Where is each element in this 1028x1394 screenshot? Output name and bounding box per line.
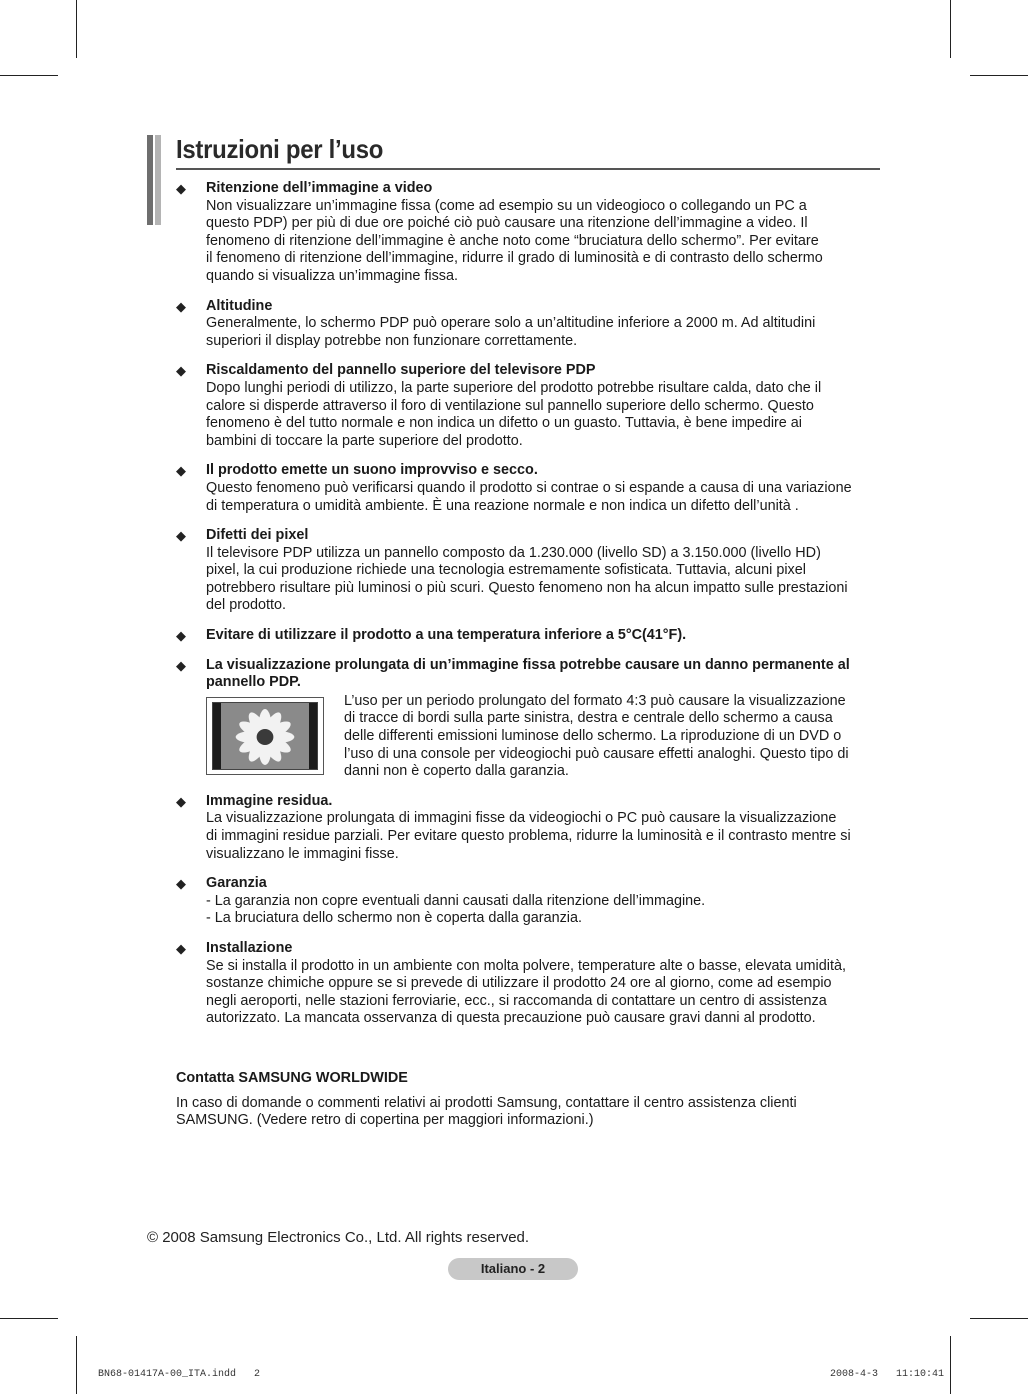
diamond-bullet-icon: ◆ (176, 628, 186, 644)
list-item (176, 527, 880, 615)
item-title: La visualizzazione prolungata di un’immagine fissa potrebbe causare un danno permanente al pannello PDP. (206, 656, 850, 691)
crop-mark (0, 1318, 58, 1319)
item-body: La visualizzazione prolungata di immagini fisse da videogiochi o PC può causare la visualizzazione di immagini residue parziali. Per evitare questo problema, ridurre la luminosità e il contrasto mentre si visualizzano le immagini fisse. (206, 810, 851, 862)
list-item (176, 462, 880, 515)
contact-section (176, 1070, 880, 1130)
item-body: - La garanzia non copre eventuali danni causati dalla ritenzione dell’immagine. - La bruciatura dello schermo non è coperta dalla garanzia. (206, 892, 706, 927)
diamond-bullet-icon: ◆ (176, 298, 186, 314)
page-number-badge: Italiano - 2 (448, 1258, 578, 1280)
crop-mark (0, 75, 58, 76)
list-item (176, 627, 880, 645)
item-body: Non visualizzare un’immagine fissa (come ad esempio su un videogioco o collegando un PC a questo PDP) per più di due ore poiché ciò può causare una ritenzione dell’immagine a video. Il fenomeno di ritenzione dell’immagine è anche noto come “bruciatura dello schermo”. Per evitare il fenomeno di ritenzione dell’immagine, ridurre il grado di luminosità e di contrasto dello schermo quando si visualizza un’immagine fissa. (206, 197, 823, 284)
title-accent-bar (155, 135, 161, 225)
item-body: Questo fenomeno può verificarsi quando il prodotto si contrae o si espande a causa di una variazione di temperatura o umidità ambiente. È una reazione normale e non indica un difetto dell’unità . (206, 479, 852, 514)
title-divider (176, 168, 880, 170)
print-file-info: BN68-01417A-00_ITA.indd 2 (98, 1369, 261, 1380)
item-body: Generalmente, lo schermo PDP può operare solo a un’altitudine inferiore a 2000 m. Ad altitudini superiori il display potrebbe non funzionare correttamente. (206, 315, 816, 349)
item-body: Il televisore PDP utilizza un pannello composto da 1.230.000 (livello SD) a 3.150.000 (livello HD) pixel, la cui produzione richiede una tecnologia estremamente sofisticata. Tuttavia, alcuni pixel potrebbero risultare più luminosi o più scuri. Questo fenomeno non ha alcun impatto sulle prestazioni del prodotto. (206, 544, 848, 614)
instructions-list (176, 180, 880, 1040)
item-title: Difetti dei pixel (206, 527, 309, 544)
list-item-warning (176, 657, 880, 781)
list-item (176, 362, 880, 450)
list-item (176, 793, 880, 863)
flower-icon (221, 703, 309, 769)
contact-body: In caso di domande o commenti relativi ai prodotti Samsung, contattare il centro assistenza clienti SAMSUNG. (Vedere retro di copertina per maggiori informazioni.) (176, 1094, 797, 1129)
tv-screen (212, 702, 318, 770)
diamond-bullet-icon: ◆ (176, 657, 186, 673)
contact-title: Contatta SAMSUNG WORLDWIDE (176, 1070, 408, 1086)
diamond-bullet-icon: ◆ (176, 181, 186, 196)
item-title: Immagine residua. (206, 792, 333, 809)
crop-mark (76, 1336, 77, 1394)
diamond-bullet-icon: ◆ (176, 940, 186, 956)
copyright-notice: © 2008 Samsung Electronics Co., Ltd. All rights reserved. (147, 1229, 530, 1246)
title-accent-bar (147, 135, 153, 225)
item-title: Altitudine (206, 297, 273, 314)
item-title: Evitare di utilizzare il prodotto a una temperatura inferiore a 5°C(41°F). (206, 627, 687, 644)
diamond-bullet-icon: ◆ (176, 363, 186, 379)
item-body: Dopo lunghi periodi di utilizzo, la parte superiore del prodotto potrebbe risultare calda, dato che il calore si disperde attraverso il foro di ventilazione sul pannello superiore dello schermo. Questo fenomeno è del tutto normale e non indica un difetto o un guasto. Tuttavia, è bene impedire ai bambini di toccare la parte superiore del prodotto. (206, 379, 822, 449)
warning-body: L’uso per un periodo prolungato del formato 4:3 può causare la visualizzazione di tracce di bordi sulla parte sinistra, destra e centrale dello schermo a causa delle differenti emissioni luminose dello schermo. La riproduzione di un DVD o l’uso di una console per videogiochi può causare effetti analoghi. Questo tipo di danni non è coperto dalla garanzia. (344, 692, 849, 780)
diamond-bullet-icon: ◆ (176, 793, 186, 809)
item-body: Se si installa il prodotto in un ambiente con molta polvere, temperature alte o basse, elevata umidità, sostanze chimiche oppure se si prevede di utilizzare il prodotto 24 ore al giorno, come ad esempio negli aeroporti, nelle stazioni ferroviarie, ecc., si raccomanda di contattare un centro di assistenza autorizzato. La mancata osservanza di questa precauzione può causare gravi danni al prodotto. (206, 957, 846, 1027)
list-item (176, 875, 880, 928)
item-title: Il prodotto emette un suono improvviso e secco. (206, 462, 538, 479)
list-item (176, 180, 880, 286)
diamond-bullet-icon: ◆ (176, 528, 186, 544)
page-title: Istruzioni per l’uso (176, 134, 384, 164)
item-title: Installazione (206, 939, 293, 956)
crop-mark (950, 1336, 951, 1394)
list-item (176, 298, 880, 351)
diamond-bullet-icon: ◆ (176, 876, 186, 892)
crop-mark (76, 0, 77, 58)
warning-row (206, 693, 880, 781)
screen-illustration (206, 697, 324, 775)
flower-image (221, 703, 309, 769)
list-item (176, 940, 880, 1028)
crop-mark (970, 75, 1028, 76)
crop-mark (950, 0, 951, 58)
item-title: Ritenzione dell’immagine a video (206, 180, 433, 196)
item-title: Riscaldamento del pannello superiore del televisore PDP (206, 362, 596, 379)
item-title: Garanzia (206, 875, 267, 892)
diamond-bullet-icon: ◆ (176, 463, 186, 479)
crop-mark (970, 1318, 1028, 1319)
print-date-info: 2008-4-3 11:10:41 (829, 1369, 944, 1380)
